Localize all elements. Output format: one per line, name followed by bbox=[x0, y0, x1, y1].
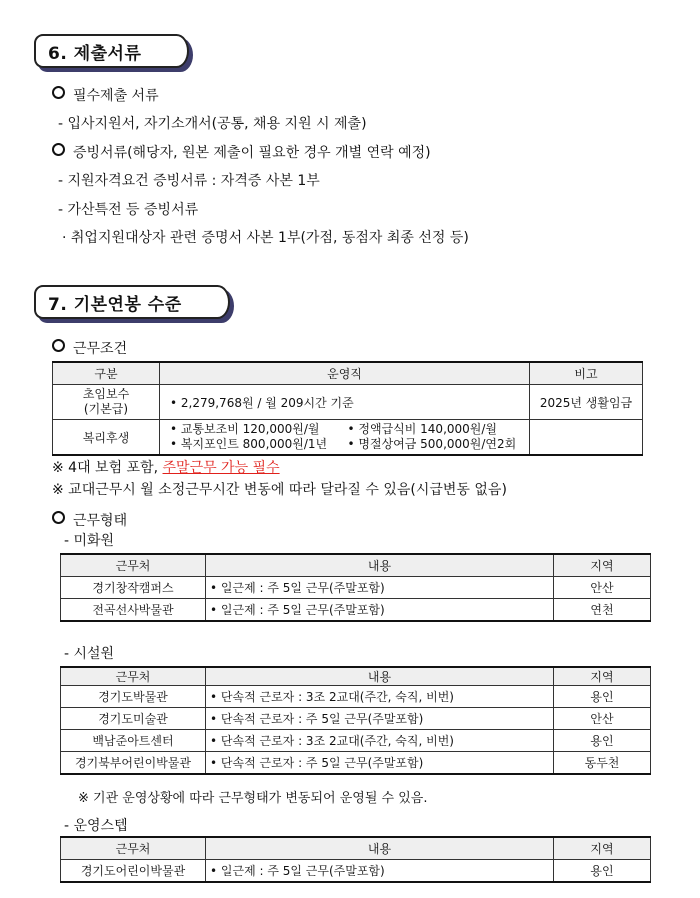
table-header-row bbox=[53, 362, 643, 385]
table-header: 지역 bbox=[554, 837, 651, 860]
salary-table bbox=[52, 361, 643, 456]
table-cell: • 일근제 : 주 5일 근무(주말포함) bbox=[206, 577, 554, 599]
table-cell: 경기북부어린이박물관 bbox=[61, 752, 206, 775]
facility-note: ※ 기관 운영상황에 따라 근무형태가 변동되어 운영될 수 있음. bbox=[78, 791, 428, 806]
table-cell: 동두천 bbox=[554, 752, 651, 775]
table-header: 내용 bbox=[206, 554, 554, 577]
note-shift: ※ 교대근무시 월 소정근무시간 변동에 따라 달라질 수 있음(시급변동 없음) bbox=[52, 482, 507, 498]
table-cell: 전곡선사박물관 bbox=[61, 599, 206, 622]
table-header: 근무처 bbox=[61, 837, 206, 860]
staff-label: - 운영스텝 bbox=[64, 818, 128, 834]
table-cell: 경기창작캠퍼스 bbox=[61, 577, 206, 599]
table-header: 근무처 bbox=[61, 667, 206, 686]
table-row bbox=[61, 708, 651, 730]
table-cell: 연천 bbox=[554, 599, 651, 622]
table-header: 운영직 bbox=[160, 362, 530, 385]
table-header: 내용 bbox=[206, 837, 554, 860]
table-header-row bbox=[61, 667, 651, 686]
table-cell: 2025년 생활임금 bbox=[530, 385, 643, 420]
table-row bbox=[53, 385, 643, 420]
section-6-header bbox=[34, 34, 189, 68]
table-row bbox=[61, 752, 651, 775]
note-insurance: ※ 4대 보험 포함, 주말근무 가능 필수 bbox=[52, 460, 280, 476]
section-7-title: 7. 기본연봉 수준 bbox=[34, 285, 230, 319]
table-cell: 안산 bbox=[554, 708, 651, 730]
facility-table bbox=[60, 666, 651, 775]
table-cell: 경기도미술관 bbox=[61, 708, 206, 730]
table-cell: 경기도박물관 bbox=[61, 686, 206, 708]
table-row bbox=[61, 730, 651, 752]
table-header: 지역 bbox=[554, 554, 651, 577]
table-cell: • 일근제 : 주 5일 근무(주말포함) bbox=[206, 599, 554, 622]
table-cell: 용인 bbox=[554, 686, 651, 708]
work-conditions-heading: 근무조건 bbox=[52, 338, 127, 358]
table-cell: • 단속적 근로자 : 3조 2교대(주간, 숙직, 비번) bbox=[206, 730, 554, 752]
table-header-row bbox=[61, 837, 651, 860]
table-cell: • 단속적 근로자 : 주 5일 근무(주말포함) bbox=[206, 752, 554, 775]
table-header: 구분 bbox=[53, 362, 160, 385]
table-row bbox=[61, 577, 651, 599]
proof-docs-subitem: · 취업지원대상자 관련 증명서 사본 1부(가점, 동점자 최종 선정 등) bbox=[62, 230, 469, 246]
table-header: 비고 bbox=[530, 362, 643, 385]
table-cell: • 교통보조비 120,000원/월 • 정액급식비 140,000원/월 • 복지포인트 800,000원/1년 • 명절상여금 500,000원/연2회 bbox=[160, 420, 530, 456]
table-cell: 용인 bbox=[554, 730, 651, 752]
work-type-heading: 근무형태 bbox=[52, 510, 127, 530]
table-cell: • 단속적 근로자 : 주 5일 근무(주말포함) bbox=[206, 708, 554, 730]
table-cell: • 2,279,768원 / 월 209시간 기준 bbox=[160, 385, 530, 420]
table-header: 지역 bbox=[554, 667, 651, 686]
required-docs-item: - 입사지원서, 자기소개서(공통, 채용 지원 시 제출) bbox=[58, 116, 367, 132]
circle-bullet-icon bbox=[52, 511, 65, 524]
table-cell: 복리후생 bbox=[53, 420, 160, 456]
table-cell: 안산 bbox=[554, 577, 651, 599]
table-header: 내용 bbox=[206, 667, 554, 686]
table-cell bbox=[530, 420, 643, 456]
weekend-required-note: 주말근무 가능 필수 bbox=[162, 460, 280, 476]
table-row bbox=[61, 860, 651, 883]
cleaner-table bbox=[60, 553, 651, 622]
circle-bullet-icon bbox=[52, 143, 65, 156]
table-cell: 초임보수 (기본급) bbox=[53, 385, 160, 420]
table-row bbox=[61, 686, 651, 708]
table-cell: 백남준아트센터 bbox=[61, 730, 206, 752]
proof-docs-item-1: - 지원자격요건 증빙서류 : 자격증 사본 1부 bbox=[58, 173, 320, 189]
table-row bbox=[53, 420, 643, 456]
proof-docs-heading: 증빙서류(해당자, 원본 제출이 필요한 경우 개별 연락 예정) bbox=[52, 142, 431, 162]
table-cell: 경기도어린이박물관 bbox=[61, 860, 206, 883]
cleaner-label: - 미화원 bbox=[64, 533, 115, 549]
table-cell: • 단속적 근로자 : 3조 2교대(주간, 숙직, 비번) bbox=[206, 686, 554, 708]
table-cell: 용인 bbox=[554, 860, 651, 883]
table-cell: • 일근제 : 주 5일 근무(주말포함) bbox=[206, 860, 554, 883]
table-row bbox=[61, 599, 651, 622]
section-7-header bbox=[34, 285, 230, 319]
table-header: 근무처 bbox=[61, 554, 206, 577]
staff-table bbox=[60, 836, 651, 883]
circle-bullet-icon bbox=[52, 86, 65, 99]
facility-label: - 시설원 bbox=[64, 646, 115, 662]
circle-bullet-icon bbox=[52, 339, 65, 352]
proof-docs-item-2: - 가산특전 등 증빙서류 bbox=[58, 202, 199, 218]
required-docs-heading: 필수제출 서류 bbox=[52, 85, 159, 105]
table-header-row bbox=[61, 554, 651, 577]
section-6-title: 6. 제출서류 bbox=[34, 34, 189, 68]
